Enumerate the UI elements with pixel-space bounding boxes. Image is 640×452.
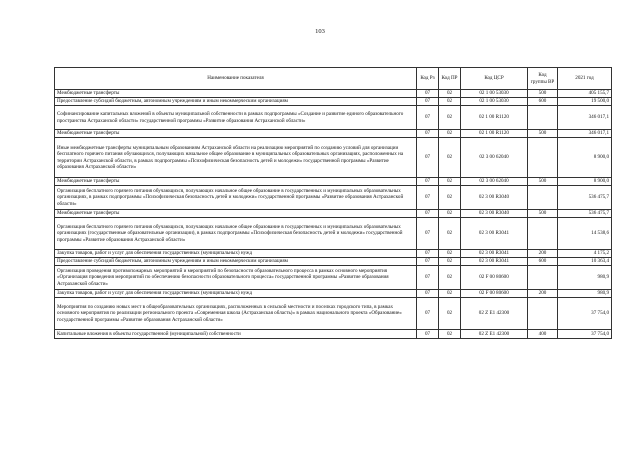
table-row [55, 90, 612, 98]
row-kod-vr: 400 [528, 330, 558, 339]
row-kod-rz: 07 [417, 130, 439, 138]
row-kod-vr [528, 138, 558, 178]
row-kod-vr: 500 [528, 90, 558, 98]
table-row [55, 298, 612, 330]
row-kod-pr: 02 [439, 186, 461, 210]
row-amount: 346 017,1 [558, 106, 612, 130]
row-amount: 4 175,2 [558, 250, 612, 258]
row-name: Иные межбюджетные трансферты муниципальным образованиям Астраханской области на реализацию мероприятий по созданию условий для организации бесплатного горячего питания обучающихся, получающих начальное общее образование в муниципальных образовательных организациях, расположенных на территории Астраханской области, в рамках подпрограммы «Психофизическая безопасность детей и молодежи» государственной программы «Развитие образования Астраханской области» [55, 138, 417, 178]
row-kod-rz: 07 [417, 106, 439, 130]
row-amount: 10 363,4 [558, 258, 612, 266]
row-kod-rz: 07 [417, 98, 439, 106]
row-amount: 346 017,1 [558, 130, 612, 138]
row-kod-csr: 02 3 00 62040 [461, 138, 528, 178]
table-header-row [55, 68, 612, 90]
row-kod-pr: 02 [439, 178, 461, 186]
table-row [55, 266, 612, 290]
header-kod-rz: Код Рз [417, 68, 439, 90]
header-kod-pr: Код ПР [439, 68, 461, 90]
row-kod-pr: 02 [439, 106, 461, 130]
row-kod-csr: 02 Z E1 42300 [461, 330, 528, 339]
row-kod-csr: 02 3 00 R3041 [461, 258, 528, 266]
row-amount: 536 475,7 [558, 186, 612, 210]
table-row [55, 330, 612, 339]
row-kod-vr: 500 [528, 178, 558, 186]
header-kod-vr: Код группы ВР [528, 68, 558, 90]
row-name: Межбюджетные трансферты [55, 178, 417, 186]
header-year: 2021 год [558, 68, 612, 90]
row-kod-csr: 02 3 00 62040 [461, 178, 528, 186]
row-kod-vr: 500 [528, 130, 558, 138]
row-kod-csr: 02 3 00 R3041 [461, 218, 528, 250]
row-kod-csr: 02 3 00 R3041 [461, 250, 528, 258]
row-kod-vr [528, 266, 558, 290]
row-kod-pr: 02 [439, 258, 461, 266]
row-kod-pr: 02 [439, 138, 461, 178]
row-kod-vr: 200 [528, 290, 558, 298]
row-amount: 980,9 [558, 266, 612, 290]
row-name: Организация бесплатного горячего питания обучающихся, получающих начальное общее образование в государственных и муниципальных образовательных организациях, в рамках подпрограммы «Психофизическая безопасность детей и молодежи» государственной программы «Развитие образования Астраханской области» [55, 186, 417, 210]
row-kod-csr: 02 1 00 R1120 [461, 106, 528, 130]
row-kod-csr: 02 1 00 R1120 [461, 130, 528, 138]
table-row [55, 258, 612, 266]
row-kod-csr: 02 3 00 R3040 [461, 210, 528, 218]
row-kod-csr: 02 1 00 53030 [461, 98, 528, 106]
table-row [55, 290, 612, 298]
row-amount: 37 754,0 [558, 330, 612, 339]
row-kod-vr: 600 [528, 98, 558, 106]
table-row [55, 210, 612, 218]
row-kod-rz: 07 [417, 90, 439, 98]
row-amount: 19 500,0 [558, 98, 612, 106]
row-kod-vr [528, 186, 558, 210]
row-kod-vr: 500 [528, 210, 558, 218]
row-amount: 980,9 [558, 290, 612, 298]
row-name: Предоставление субсидий бюджетным, автономным учреждениям и иным некоммерческим организациям [55, 98, 417, 106]
row-kod-pr: 02 [439, 90, 461, 98]
row-name: Закупка товаров, работ и услуг для обеспечения государственных (муниципальных) нужд [55, 250, 417, 258]
row-kod-pr: 02 [439, 298, 461, 330]
row-amount: 536 475,7 [558, 210, 612, 218]
row-kod-pr: 02 [439, 250, 461, 258]
row-kod-pr: 02 [439, 98, 461, 106]
row-kod-vr [528, 218, 558, 250]
row-kod-rz: 07 [417, 258, 439, 266]
row-name: Капитальные вложения в объекты государственной (муниципальной) собственности [55, 330, 417, 339]
page-number: 103 [315, 28, 325, 35]
row-name: Закупка товаров, работ и услуг для обеспечения государственных (муниципальных) нужд [55, 290, 417, 298]
row-kod-rz: 07 [417, 186, 439, 210]
row-amount: 37 754,0 [558, 298, 612, 330]
row-kod-vr [528, 298, 558, 330]
table-row [55, 130, 612, 138]
row-kod-vr [528, 106, 558, 130]
row-kod-rz: 07 [417, 266, 439, 290]
table-row [55, 178, 612, 186]
row-kod-pr: 02 [439, 210, 461, 218]
row-kod-rz: 07 [417, 250, 439, 258]
budget-table [54, 67, 612, 339]
row-kod-pr: 02 [439, 266, 461, 290]
row-amount: 405 155,7 [558, 90, 612, 98]
row-kod-pr: 02 [439, 330, 461, 339]
row-kod-vr: 600 [528, 258, 558, 266]
row-name: Межбюджетные трансферты [55, 130, 417, 138]
header-name: Наименование показателя [55, 68, 417, 90]
row-kod-csr: 02 Z E1 42300 [461, 298, 528, 330]
table-row [55, 98, 612, 106]
table-row [55, 106, 612, 130]
table-row [55, 186, 612, 210]
row-name: Мероприятия по созданию новых мест в общеобразовательных организациях, расположенных в сельской местности и поселках городского типа, в рамках основного мероприятия по реализации регионального проекта «Современная школа (Астраханская область)» в рамках национального проекта «Образование» государственной программы «Развитие образования Астраханской области» [55, 298, 417, 330]
row-kod-pr: 02 [439, 218, 461, 250]
row-kod-rz: 07 [417, 218, 439, 250]
row-kod-csr: 02 F 00 80600 [461, 266, 528, 290]
row-kod-rz: 07 [417, 210, 439, 218]
table-row [55, 218, 612, 250]
row-kod-csr: 02 F 00 80600 [461, 290, 528, 298]
row-kod-pr: 02 [439, 130, 461, 138]
row-kod-rz: 07 [417, 290, 439, 298]
row-name: Организация проведения противопожарных мероприятий и мероприятий по безопасности образовательного процесса в рамках основного мероприятия «Организация проведения мероприятий по обеспечению безопасности образовательного процесса» государственной программы «Развитие образования Астраханской области» [55, 266, 417, 290]
row-kod-pr: 02 [439, 290, 461, 298]
row-name: Организация бесплатного горячего питания обучающихся, получающих начальное общее образование в государственных и муниципальных образовательных организациях (государственные образовательные организации), в рамках подпрограммы «Психофизическая безопасность детей и молодежи» государственной программы «Развитие образования Астраханской области» [55, 218, 417, 250]
row-kod-rz: 07 [417, 138, 439, 178]
row-kod-csr: 02 3 00 R3040 [461, 186, 528, 210]
row-kod-csr: 02 1 00 53030 [461, 90, 528, 98]
row-kod-rz: 07 [417, 298, 439, 330]
table-body [55, 90, 612, 339]
row-name: Межбюджетные трансферты [55, 90, 417, 98]
row-amount: 14 538,6 [558, 218, 612, 250]
row-kod-rz: 07 [417, 330, 439, 339]
row-name: Софинансирование капитальных вложений в объекты муниципальной собственности в рамках подпрограммы «Создание и развитие единого образовательного пространства Астраханской области» государственной программы «Развитие образования Астраханской области» [55, 106, 417, 130]
header-kod-csr: Код ЦСР [461, 68, 528, 90]
row-name: Предоставление субсидий бюджетным, автономным учреждениям и иным некоммерческим организациям [55, 258, 417, 266]
row-amount: 8 900,0 [558, 178, 612, 186]
row-amount: 8 900,0 [558, 138, 612, 178]
table-row [55, 250, 612, 258]
table-row [55, 138, 612, 178]
row-name: Межбюджетные трансферты [55, 210, 417, 218]
row-kod-vr: 200 [528, 250, 558, 258]
row-kod-rz: 07 [417, 178, 439, 186]
